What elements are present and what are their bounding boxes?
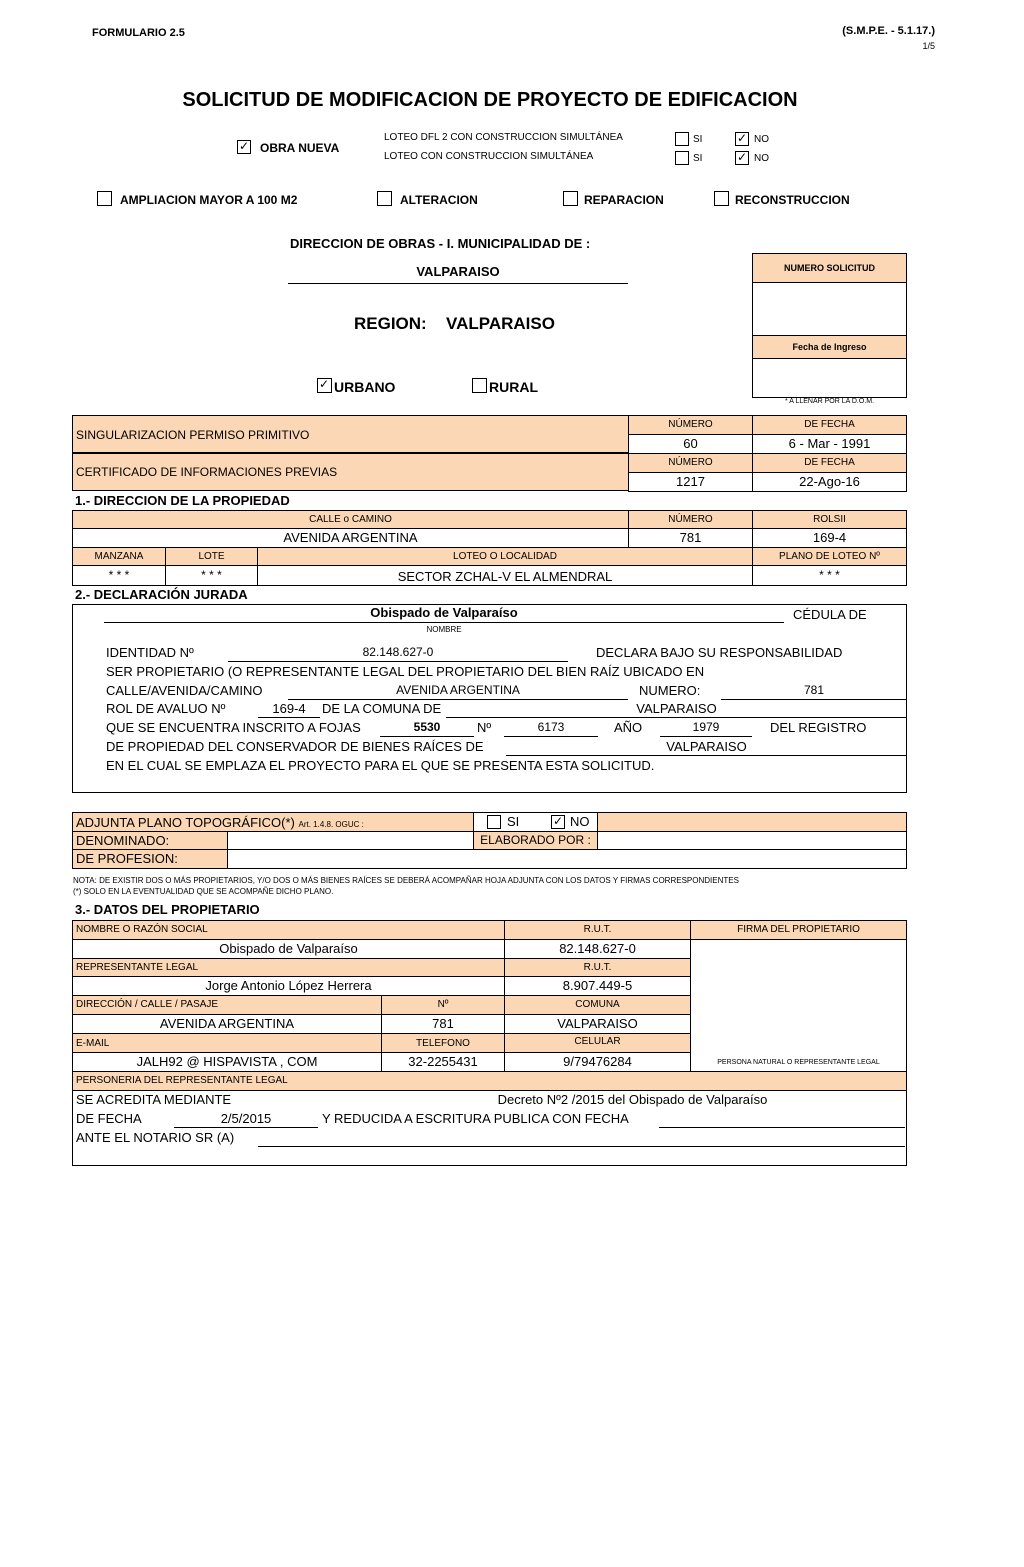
declaracion-numero-label: NUMERO: [639,683,701,698]
adjunta-plano-filler [597,812,907,832]
alteracion-checkbox[interactable] [377,191,392,206]
loteo-dfl-no-checkbox[interactable] [735,132,749,146]
reducida-label: Y REDUCIDA A ESCRITURA PUBLICA CON FECHA [322,1111,629,1126]
representante-label: REPRESENTANTE LEGAL [72,958,505,977]
urbano-checkbox[interactable] [317,378,332,393]
fecha-ingreso-field[interactable] [752,358,907,398]
reconstruccion-checkbox[interactable] [714,191,729,206]
sing-fecha-label: DE FECHA [752,415,907,435]
adjunta-plano-label [72,812,474,832]
loteo-dfl-label: LOTEO DFL 2 CON CONSTRUCCION SIMULTÁNEA [384,132,623,143]
acredita-value[interactable]: Decreto Nº2 /2015 del Obispado de Valparaíso [497,1092,768,1107]
identidad-label: IDENTIDAD Nº [106,645,194,660]
dir-numero-value[interactable]: 781 [381,1014,505,1034]
loteo-con-no-checkbox[interactable] [735,151,749,165]
plano-loteo-label: PLANO DE LOTEO Nº [752,547,907,566]
conservador-ciudad-value[interactable]: VALPARAISO [506,739,907,756]
fecha-label: DE FECHA [76,1111,142,1126]
telefono-label: TELEFONO [381,1033,505,1053]
notario-field[interactable] [258,1130,905,1147]
fojas-value[interactable]: 5530 [380,720,474,737]
dir-numero-label: Nº [381,995,505,1015]
plano-no-checkbox[interactable] [551,815,565,829]
adjunta-plano-text: ADJUNTA PLANO TOPOGRÁFICO(*) [76,815,295,830]
notario-label: ANTE EL NOTARIO SR (A) [76,1130,235,1145]
denominado-label: DENOMINADO: [72,831,228,850]
section-3-title: 3.- DATOS DEL PROPIETARIO [75,902,260,917]
cert-fecha-label: DE FECHA [752,453,907,473]
nota-propietarios: NOTA: DE EXISTIR DOS O MÁS PROPIETARIOS, Y/O DOS O MÁS BIENES RAÍCES SE DEBERÁ ACOMPAÑAR HOJA ADJUNTA CON LOS DATOS Y FIRMAS CORRESPONDIENTES [73,876,739,885]
inscrito-fojas-label: QUE SE ENCUENTRA INSCRITO A FOJAS [106,720,361,735]
urbano-label: URBANO [334,379,396,395]
registro-label: DEL REGISTRO [770,720,867,735]
comuna-de-label: DE LA COMUNA DE [322,701,442,716]
obra-nueva-label: OBRA NUEVA [260,141,340,155]
cert-fecha-value[interactable]: 22-Ago-16 [752,472,907,492]
direccion-value[interactable]: AVENIDA ARGENTINA [72,1014,382,1034]
plano-no-label: NO [570,814,590,829]
rolsii-value[interactable]: 169-4 [752,528,907,548]
loteo-value[interactable]: SECTOR ZCHAL-V EL ALMENDRAL [257,565,753,586]
rol-avaluo-value[interactable]: 169-4 [258,701,320,718]
sing-fecha-value[interactable]: 6 - Mar - 1991 [752,434,907,454]
firma-field[interactable] [690,939,907,1072]
fecha-ingreso-label: Fecha de Ingreso [752,335,907,359]
cert-numero-label: NÚMERO [628,453,753,473]
telefono-value[interactable]: 32-2255431 [381,1052,505,1072]
rut-label: R.U.T. [504,920,691,940]
direccion-label: DIRECCIÓN / CALLE / PASAJE [72,995,382,1015]
rep-rut-label: R.U.T. [504,958,691,977]
nombre-razon-value[interactable]: Obispado de Valparaíso [72,939,505,959]
emplaza-text: EN EL CUAL SE EMPLAZA EL PROYECTO PARA EL QUE SE PRESENTA ESTA SOLICITUD. [106,758,655,773]
loteo-label: LOTEO O LOCALIDAD [257,547,753,566]
declaracion-comuna-value[interactable]: VALPARAISO [446,701,907,718]
personeria-label: PERSONERIA DEL REPRESENTANTE LEGAL [72,1071,907,1091]
profesion-label: DE PROFESION: [72,849,228,869]
rural-checkbox[interactable] [472,378,487,393]
declaracion-calle-value[interactable]: AVENIDA ARGENTINA [288,683,628,700]
page-number: 1/5 [922,41,935,51]
numero-solicitud-field[interactable] [752,282,907,336]
reconstruccion-label: RECONSTRUCCION [735,193,850,207]
calle-label: CALLE o CAMINO [72,510,629,529]
acredita-label: SE ACREDITA MEDIANTE [76,1092,232,1107]
singularizacion-label: SINGULARIZACION PERMISO PRIMITIVO [72,415,629,453]
loteo-dfl-si-label: SI [693,134,703,145]
loteo-con-si-checkbox[interactable] [675,151,689,165]
elaborado-label: ELABORADO POR : [473,831,598,850]
adjunta-plano-art: Art. 1.4.8. OGUC : [298,820,364,829]
manzana-value[interactable]: * * * [72,565,166,586]
plano-si-checkbox[interactable] [487,815,501,829]
comuna-value[interactable]: VALPARAISO [504,1014,691,1034]
reparacion-label: REPARACION [584,193,664,207]
manzana-label: MANZANA [72,547,166,566]
page-title: SOLICITUD DE MODIFICACION DE PROYECTO DE EDIFICACION [182,89,798,111]
form-id: FORMULARIO 2.5 [92,27,185,39]
loteo-con-no-label: NO [754,153,769,164]
escritura-fecha-field[interactable] [659,1111,905,1128]
rut-value[interactable]: 82.148.627-0 [504,939,691,959]
ano-label: AÑO [614,720,643,735]
declaracion-numero-value[interactable]: 781 [721,683,907,700]
numero-label: NÚMERO [628,510,753,529]
loteo-dfl-si-checkbox[interactable] [675,132,689,146]
direccion-obras-label: DIRECCION DE OBRAS - I. MUNICIPALIDAD DE : [290,236,591,251]
municipalidad-value: VALPARAISO [288,264,628,284]
certificado-label: CERTIFICADO DE INFORMACIONES PREVIAS [72,453,629,491]
denominado-field[interactable] [227,831,474,850]
representante-value[interactable]: Jorge Antonio López Herrera [72,976,505,996]
region-value: VALPARAISO [446,314,555,333]
rural-label: RURAL [489,379,538,395]
email-value[interactable]: JALH92 @ HISPAVISTA , COM [72,1052,382,1072]
ano-value[interactable]: 1979 [660,720,752,737]
fojas-numero-label: Nº [477,720,492,735]
rol-avaluo-label: ROL DE AVALUO Nº [106,701,226,716]
firma-label: FIRMA DEL PROPIETARIO [690,920,907,940]
elaborado-field[interactable] [597,831,907,850]
ampliacion-label: AMPLIACION MAYOR A 100 M2 [120,193,298,207]
numero-solicitud-label: NUMERO SOLICITUD [752,253,907,283]
celular-value[interactable]: 9/79476284 [504,1052,691,1072]
persona-natural-label: PERSONA NATURAL O REPRESENTANTE LEGAL [717,1059,880,1066]
lote-value[interactable]: * * * [165,565,258,586]
celular-label: CELULAR [504,1033,691,1053]
calle-avenida-label: CALLE/AVENIDA/CAMINO [106,683,263,698]
section-2-title: 2.- DECLARACIÓN JURADA [75,587,248,602]
loteo-dfl-no-label: NO [754,134,769,145]
nombre-razon-label: NOMBRE O RAZÓN SOCIAL [72,920,505,940]
declara-text: DECLARA BAJO SU RESPONSABILIDAD [596,645,843,660]
fecha-value[interactable]: 2/5/2015 [174,1111,318,1128]
nombre-caption: NOMBRE [426,625,462,634]
declaracion-linea-2: SER PROPIETARIO (O REPRESENTANTE LEGAL DEL PROPIETARIO DEL BIEN RAÍZ UBICADO EN [106,664,705,679]
plano-loteo-value[interactable]: * * * [752,565,907,586]
email-label: E-MAIL [72,1033,382,1053]
loteo-con-label: LOTEO CON CONSTRUCCION SIMULTÁNEA [384,151,594,162]
numero-value[interactable]: 781 [628,528,753,548]
sing-numero-value[interactable]: 60 [628,434,753,454]
region-label: REGION: [354,314,427,333]
fojas-numero-value[interactable]: 6173 [504,720,598,737]
section-1-title: 1.- DIRECCION DE LA PROPIEDAD [75,493,290,508]
form-code: (S.M.P.E. - 5.1.17.) [842,25,935,37]
lote-label: LOTE [165,547,258,566]
cert-numero-value[interactable]: 1217 [628,472,753,492]
calle-value[interactable]: AVENIDA ARGENTINA [72,528,629,548]
sing-numero-label: NÚMERO [628,415,753,435]
alteracion-label: ALTERACION [400,193,478,207]
loteo-con-si-label: SI [693,153,703,164]
comuna-label: COMUNA [504,995,691,1015]
identidad-value[interactable]: 82.148.627-0 [228,645,568,662]
cedula-label: CÉDULA DE [793,607,867,622]
nota-dom: * A LLENAR POR LA D.O.M. [784,398,875,405]
conservador-label: DE PROPIEDAD DEL CONSERVADOR DE BIENES RAÍCES DE [106,739,484,754]
obra-nueva-checkbox[interactable] [237,140,251,154]
rolsii-label: ROLSII [752,510,907,529]
profesion-field[interactable] [227,849,907,869]
declarante-nombre[interactable]: Obispado de Valparaíso [104,605,784,623]
ampliacion-checkbox[interactable] [97,191,112,206]
plano-si-label: SI [507,814,520,829]
rep-rut-value[interactable]: 8.907.449-5 [504,976,691,996]
reparacion-checkbox[interactable] [563,191,578,206]
nota-plano: (*) SOLO EN LA EVENTUALIDAD QUE SE ACOMPAÑE DICHO PLANO. [73,887,334,896]
